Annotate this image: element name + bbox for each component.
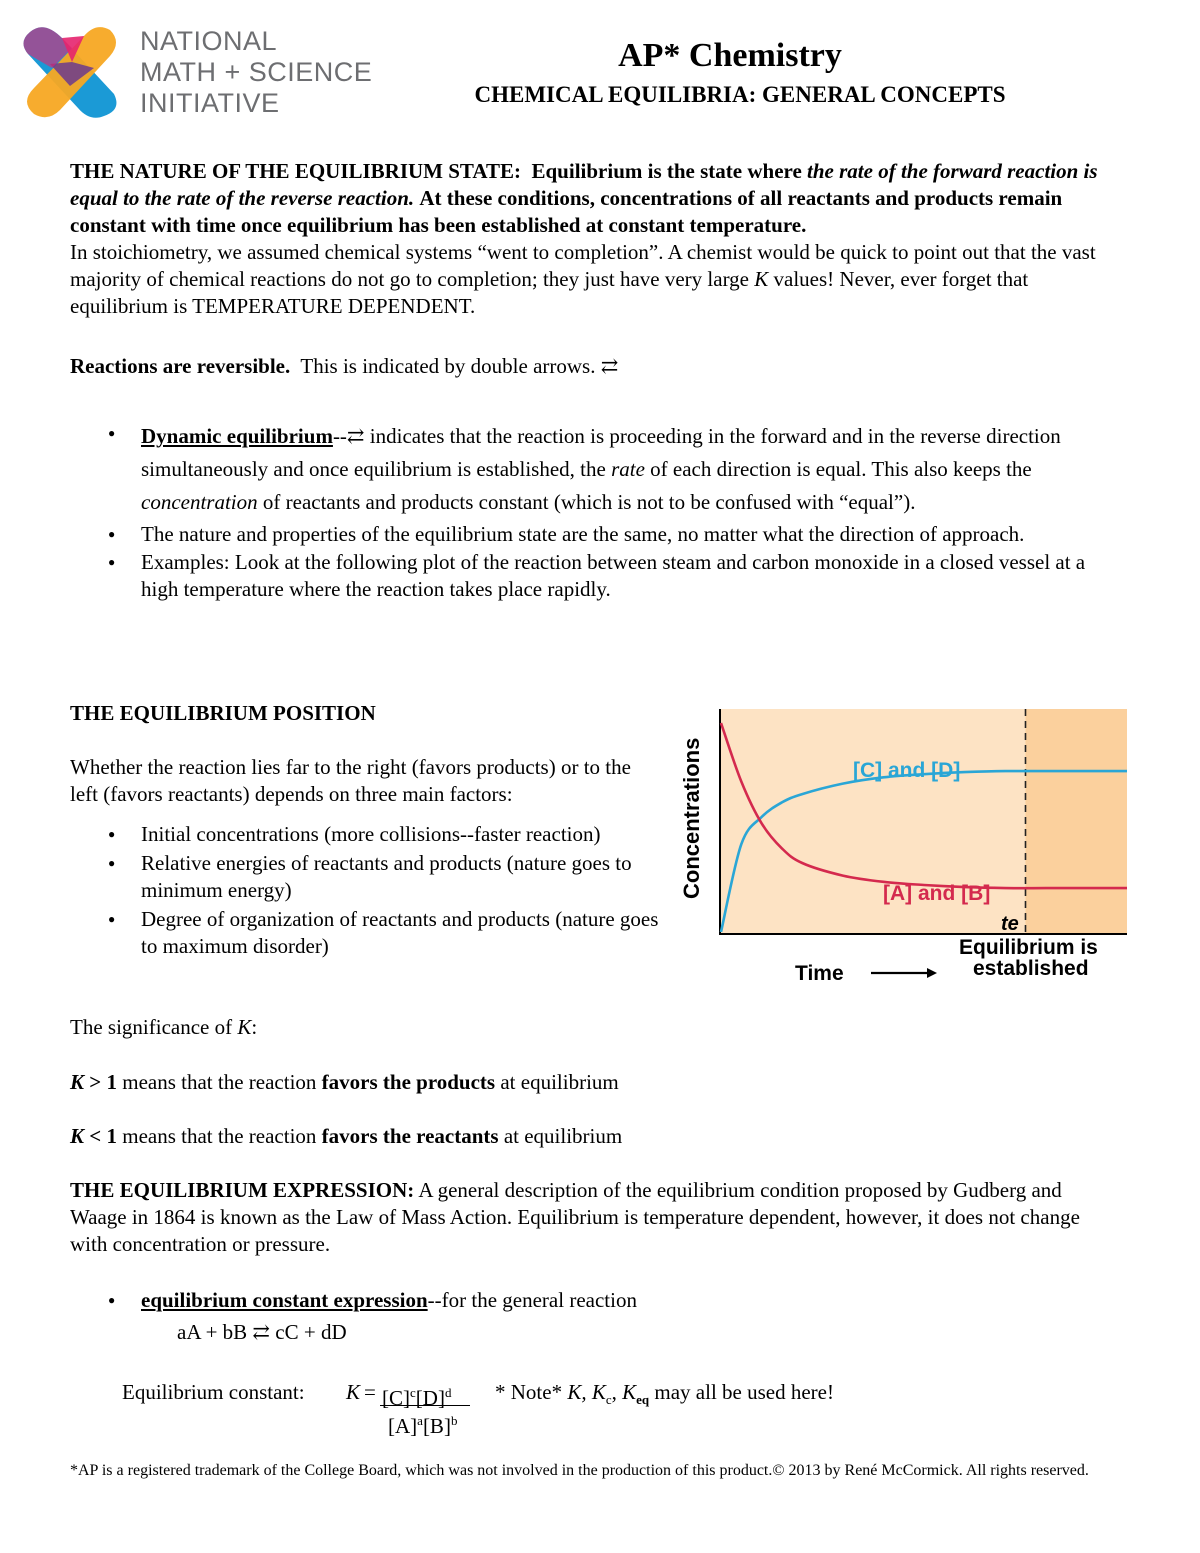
x-axis-arrowhead-icon [927,968,937,978]
list-item [70,420,1120,519]
footer-note: *AP is a registered trademark of the College Board, which was not involved in the production of this product.© 2013 by René McCormick. All rights reserved. [70,1462,1089,1479]
concentration-italic: concentration [141,490,258,514]
equilibrium-constant-formula [122,1379,1022,1439]
eq-constant-text: --for the general reaction [427,1288,637,1312]
nms-logo [22,24,392,124]
note-keq-sub: eq [636,1392,650,1408]
series-label-cd: [C] and [D] [853,759,961,782]
den-a: [A] [388,1414,418,1438]
k2: K [70,1124,85,1148]
nature-paragraph [70,158,1130,320]
factor-text: Initial concentrations (more collisions--faster reaction) [141,822,601,846]
k-less-line [70,1123,622,1150]
logo-mark-icon [22,24,120,120]
favors-products: favors the products [321,1070,496,1094]
num-d-exp: d [444,1385,452,1400]
constant-label: Equilibrium constant: [122,1380,305,1404]
num-c-exp: c [410,1385,416,1400]
significance-colon: : [251,1015,258,1039]
reversible-bold: Reactions are reversible. [70,354,291,378]
logo-line-3: INITIATIVE [140,88,280,118]
x-axis-label: Time [795,962,844,985]
list-item [70,549,1120,603]
dynamic-equilibrium-term: Dynamic equilibrium [141,424,333,448]
note-keq: K [622,1380,637,1404]
formula-equals: = [364,1380,376,1404]
eq-constant-expression-term: equilibrium constant expression [141,1288,428,1312]
list-item [70,850,670,904]
nature-heading: THE NATURE OF THE EQUILIBRIUM STATE: [70,159,521,183]
k-greater-line [70,1069,619,1096]
page-subtitle: CHEMICAL EQUILIBRIA: GENERAL CONCEPTS [474,82,1006,107]
num-c: [C] [382,1386,410,1410]
equilibrium-chart [675,703,1145,993]
gt-one: > 1 [89,1070,117,1094]
expression-text: A general description of the equilibrium condition proposed by Gudberg and Waage in 1864 is known as the Law of Mass Action. Equilibrium is temperature dependent, however, it does not change with concentration or pressure. [70,1178,1080,1256]
dynamic-text-1: --⇄ indicates that the reaction is proceeding in the forward and in the reverse direction simultaneously and once equilibrium is established, the [141,424,1061,481]
list-item [70,521,1120,548]
favors-reactants: favors the reactants [321,1124,499,1148]
nature-normal-1: In stoichiometry, we assumed chemical systems “went to completion”. A chemist would be quick to point out that the vast majority of chemical reactions do not go to completion; they just have very large [70,240,1096,291]
nature-k: K [754,267,769,291]
at-eq-2: at equilibrium [503,1124,623,1148]
dynamic-text-2: of each direction is equal. This also keeps the [650,457,1032,481]
reversible-text: This is indicated by double arrows. ⇄ [300,354,619,378]
logo-line-1: NATIONAL [140,26,278,56]
annotation-line-1: Equilibrium is [959,936,1098,959]
nature-bold-1: Equilibrium is the state where [531,159,802,183]
note-prefix: * Note* [495,1380,563,1404]
significance-intro [70,1014,257,1041]
significance-k: K [237,1015,252,1039]
note-k: K, [567,1380,587,1404]
equilibrium-region [1026,709,1128,935]
list-item [70,906,670,960]
reversible-line [70,353,1130,380]
means-2: means that the reaction [122,1124,317,1148]
den-b-exp: b [450,1413,458,1428]
note-kc: K [591,1380,606,1404]
nature-normal-2: values! Never, ever forget that equilibrium is TEMPERATURE DEPENDENT. [70,267,1029,318]
k1: K [70,1070,85,1094]
nature-bold-2: At these conditions, concentrations of all reactants and products remain constant with time once equilibrium has been established at constant temperature. [70,186,1063,237]
dynamic-text-3: of reactants and products constant (which is not to be confused with “equal”). [262,490,916,514]
factor-text: Degree of organization of reactants and products (nature goes to maximum disorder) [141,907,659,958]
logo-line-2: MATH + SCIENCE [140,57,373,87]
den-a-exp: a [417,1413,423,1428]
note-suffix: may all be used here! [654,1380,834,1404]
te-label: te [1001,913,1019,935]
series-label-ab: [A] and [B] [883,882,991,905]
means-1: means that the reaction [122,1070,317,1094]
num-d: [D] [415,1386,445,1410]
general-reaction: aA + bB ⇄ cC + dD [177,1320,347,1344]
expression-paragraph [70,1177,1120,1258]
position-heading: THE EQUILIBRIUM POSITION [70,701,376,725]
expression-heading: THE EQUILIBRIUM EXPRESSION: [70,1178,415,1202]
list-item [70,1287,1070,1314]
position-factor-list [70,821,670,960]
lt-one: < 1 [89,1124,117,1148]
den-b: [B] [422,1414,451,1438]
fraction-bar [380,1405,470,1406]
nature-italic-1: the rate of the forward reaction is equal to the rate of the reverse reaction. [70,159,1098,210]
bullet-list-1 [70,420,1120,603]
at-eq-1: at equilibrium [500,1070,619,1094]
y-axis-label: Concentrations [679,737,704,899]
formula-k: K [346,1380,361,1404]
rate-italic: rate [611,457,645,481]
significance-text: The significance of [70,1015,233,1039]
expression-bullet-list [70,1287,1070,1314]
bullet-text: Examples: Look at the following plot of the reaction between steam and carbon monoxide in a closed vessel at a high temperature where the reaction takes place rapidly. [141,550,1086,601]
formula-denominator [388,1407,457,1440]
formula-note: * Note* K, $K_c$, $K_{eq}$ may all be used here! [495,1380,834,1408]
page-title: AP* Chemistry [618,37,842,74]
bullet-text: The nature and properties of the equilibrium state are the same, no matter what the direction of approach. [141,522,1025,546]
annotation-line-2: established [973,957,1089,980]
position-intro: Whether the reaction lies far to the right (favors products) or to the left (favors reactants) depends on three main factors: [70,755,631,806]
factor-text: Relative energies of reactants and products (nature goes to minimum energy) [141,851,632,902]
list-item [70,821,670,848]
note-kc-sub: c [605,1392,612,1408]
